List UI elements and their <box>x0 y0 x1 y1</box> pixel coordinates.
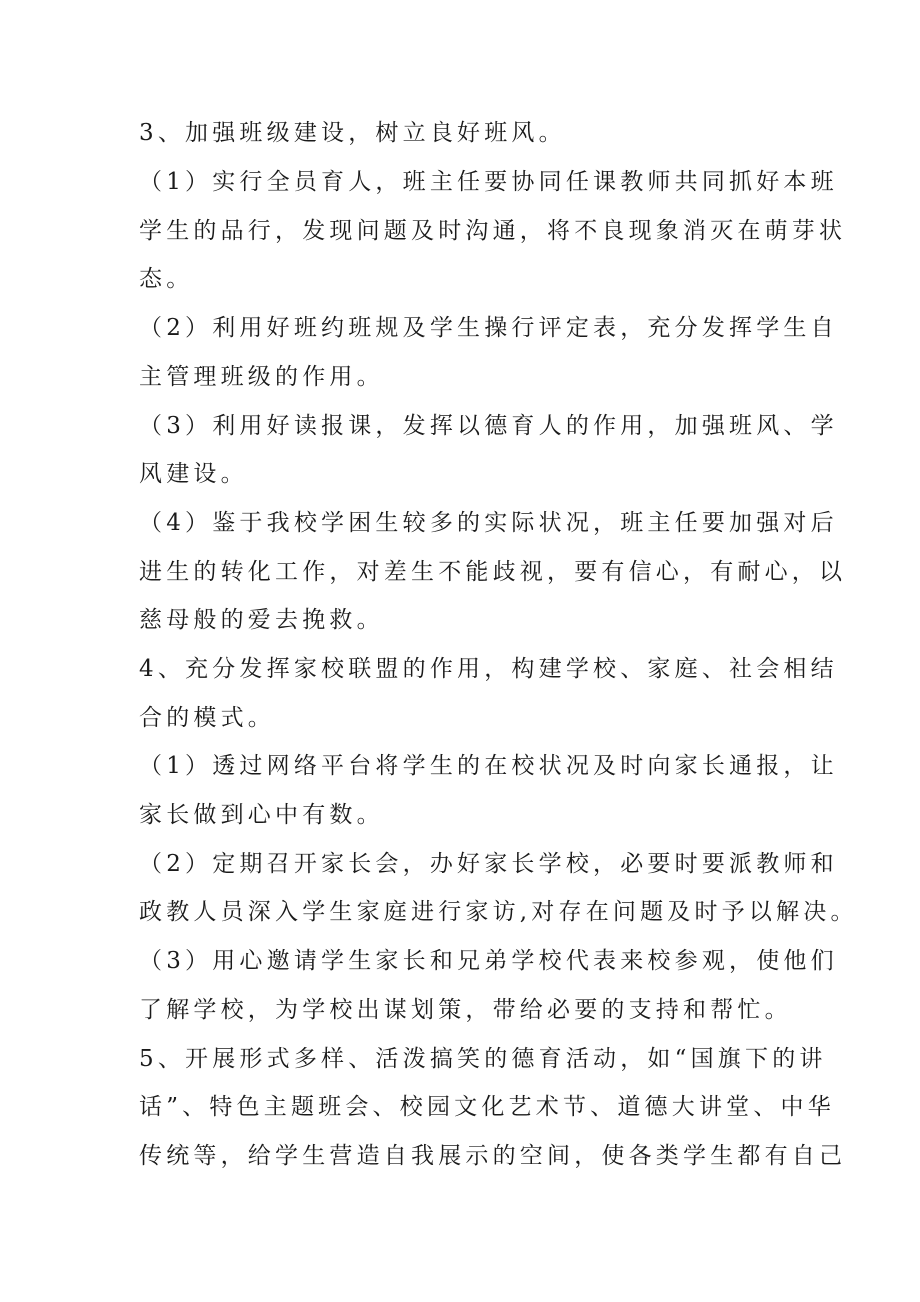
paragraph-line: 合的模式。 <box>139 705 275 731</box>
paragraph-line: （2）定期召开家长会，办好家长学校，必要时要派教师和 <box>139 851 838 877</box>
paragraph-line: 风建设。 <box>139 461 248 487</box>
paragraph-line: 慈母般的爱去挽救。 <box>139 607 384 633</box>
heading-3-class-building: 3、加强班级建设，树立良好班风。 <box>139 120 566 146</box>
paragraph-line: （3）用心邀请学生家长和兄弟学校代表来校参观，使他们 <box>139 948 838 974</box>
paragraph-line: （2）利用好班约班规及学生操行评定表，充分发挥学生自 <box>139 315 838 341</box>
paragraph-line: 学生的品行，发现问题及时沟通，将不良现象消灭在萌芽状 <box>139 218 847 244</box>
paragraph-line: 政教人员深入学生家庭进行家访,对存在问题及时予以解决。 <box>139 899 858 925</box>
paragraph-line: （3）利用好读报课，发挥以德育人的作用，加强班风、学 <box>139 413 838 439</box>
paragraph-line: 态。 <box>139 266 194 292</box>
heading-5-activities: 5、开展形式多样、活泼搞笑的德育活动，如“国旗下的讲 <box>139 1046 827 1072</box>
paragraph-line: 家长做到心中有数。 <box>139 802 384 828</box>
heading-4-home-school: 4、充分发挥家校联盟的作用，构建学校、家庭、社会相结 <box>139 656 838 682</box>
paragraph-line: （1）实行全员育人，班主任要协同任课教师共同抓好本班 <box>139 169 838 195</box>
paragraph-line: 了解学校，为学校出谋划策，带给必要的支持和帮忙。 <box>139 997 792 1023</box>
paragraph-line: 话”、特色主题班会、校园文化艺术节、道德大讲堂、中华 <box>139 1094 835 1120</box>
paragraph-line: 传统等，给学生营造自我展示的空间，使各类学生都有自己 <box>139 1143 847 1169</box>
paragraph-line: 主管理班级的作用。 <box>139 364 384 390</box>
paragraph-line: （4）鉴于我校学困生较多的实际状况，班主任要加强对后 <box>139 510 838 536</box>
paragraph-line: （1）透过网络平台将学生的在校状况及时向家长通报，让 <box>139 753 838 779</box>
paragraph-line: 进生的转化工作，对差生不能歧视，要有信心，有耐心，以 <box>139 559 847 585</box>
